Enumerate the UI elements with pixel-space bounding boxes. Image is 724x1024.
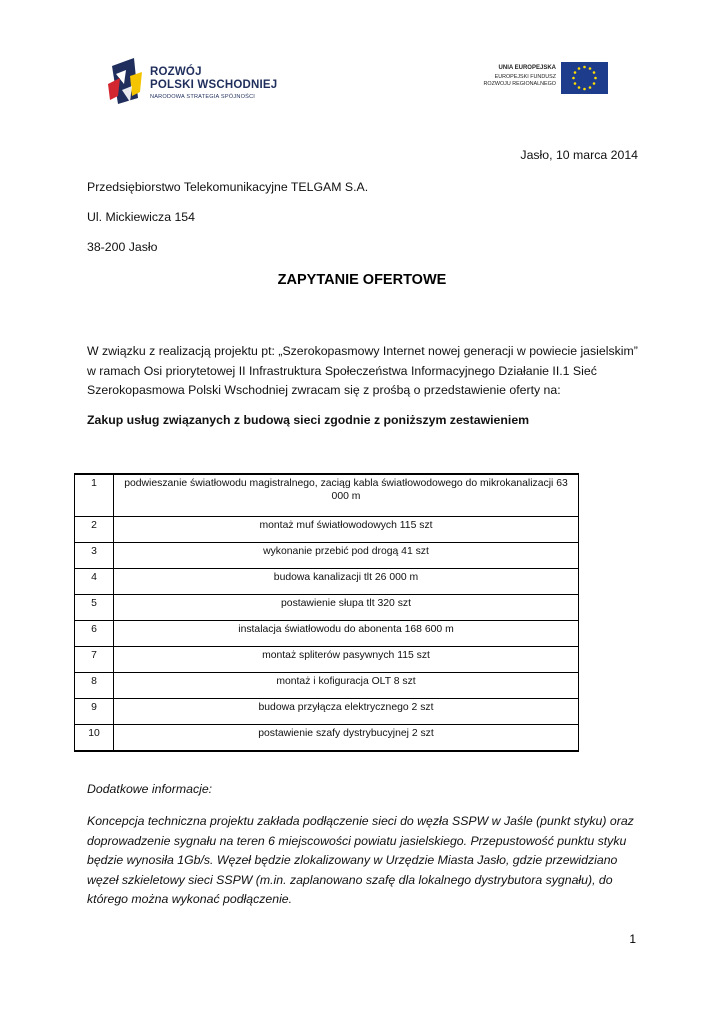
item-number: 1	[75, 474, 114, 517]
rozwoj-polski-wschodniej-logo	[108, 54, 308, 108]
item-description: montaż muf światłowodowych 115 szt	[114, 517, 579, 543]
logo-line2: POLSKI WSCHODNIEJ	[150, 79, 278, 91]
table-row	[75, 474, 579, 517]
table-row	[75, 647, 579, 673]
item-description: wykonanie przebić pod drogą 41 szt	[114, 543, 579, 569]
item-number: 10	[75, 725, 114, 752]
item-description: budowa kanalizacji tlt 26 000 m	[114, 569, 579, 595]
letter-date: Jasło, 10 marca 2014	[520, 148, 638, 162]
recipient-name: Przedsiębiorstwo Telekomunikacyjne TELGAM S.A.	[87, 180, 369, 194]
item-description: instalacja światłowodu do abonenta 168 600 m	[114, 621, 579, 647]
table-row	[75, 621, 579, 647]
items-table	[74, 473, 579, 752]
item-description: montaż spliterów pasywnych 115 szt	[114, 647, 579, 673]
item-number: 2	[75, 517, 114, 543]
table-row	[75, 543, 579, 569]
document-title: ZAPYTANIE OFERTOWE	[277, 272, 447, 288]
recipient-city: 38-200 Jasło	[87, 240, 158, 254]
eu-flag-icon	[561, 62, 608, 94]
item-description: podwieszanie światłowodu magistralnego, zaciąg kabla światłowodowego do mikrokanalizacji 63 000 m	[114, 474, 579, 517]
item-description: postawienie słupa tlt 320 szt	[114, 595, 579, 621]
item-description: postawienie szafy dystrybucyjnej 2 szt	[114, 725, 579, 752]
logo-subtitle: NARODOWA STRATEGIA SPÓJNOŚCI	[150, 94, 256, 100]
table-row	[75, 595, 579, 621]
item-number: 3	[75, 543, 114, 569]
additional-info-text: Koncepcja techniczna projektu zakłada podłączenie sieci do węzła SSPW w Jaśle (punkt styku) oraz doprowadzenie sygnału na teren 6 miejscowości powiatu jasielskiego. Przepustowość punktu styku będzie wynosiła 1Gb/s. Węzeł będzie zlokalizowany w Urzędzie Miasta Jasło, gdzie przewidziano węzeł szkieletowy sieci SSPW (m.in. zaplanowano szafę dla lokalnego dystrybutora sygnału), do którego można wykonać podłączenie.	[87, 814, 634, 906]
page-number: 1	[629, 932, 636, 946]
eu-logo	[468, 62, 608, 98]
subheading: Zakup usług związanych z budową sieci zgodnie z poniższym zestawieniem	[87, 413, 530, 427]
item-number: 9	[75, 699, 114, 725]
item-description: montaż i kofiguracja OLT 8 szt	[114, 673, 579, 699]
recipient-street: Ul. Mickiewicza 154	[87, 210, 195, 224]
item-number: 6	[75, 621, 114, 647]
eu-line2: EUROPEJSKI FUNDUSZ	[494, 74, 556, 80]
eu-line3: ROZWOJU REGIONALNEGO	[483, 81, 556, 87]
table-row	[75, 673, 579, 699]
item-number: 8	[75, 673, 114, 699]
item-number: 5	[75, 595, 114, 621]
item-number: 4	[75, 569, 114, 595]
logo-line1: ROZWÓJ	[150, 66, 202, 78]
eu-line1: UNIA EUROPEJSKA	[498, 65, 556, 71]
item-description: budowa przyłącza elektrycznego 2 szt	[114, 699, 579, 725]
intro-paragraph: W związku z realizacją projektu pt: „Szerokopasmowy Internet nowej generacji w powiecie jasielskim” w ramach Osi priorytetowej II Infrastruktura Społeczeństwa Informacyjnego Działanie II.1 Sieć Szerokopasmowa Polski Wschodniej zwracam się z prośbą o przedstawienie oferty na:	[87, 344, 638, 397]
table-row	[75, 699, 579, 725]
item-number: 7	[75, 647, 114, 673]
table-row	[75, 517, 579, 543]
additional-info-label: Dodatkowe informacje:	[87, 782, 213, 796]
table-row	[75, 569, 579, 595]
table-row	[75, 725, 579, 752]
logo-emblem-icon	[108, 56, 144, 106]
